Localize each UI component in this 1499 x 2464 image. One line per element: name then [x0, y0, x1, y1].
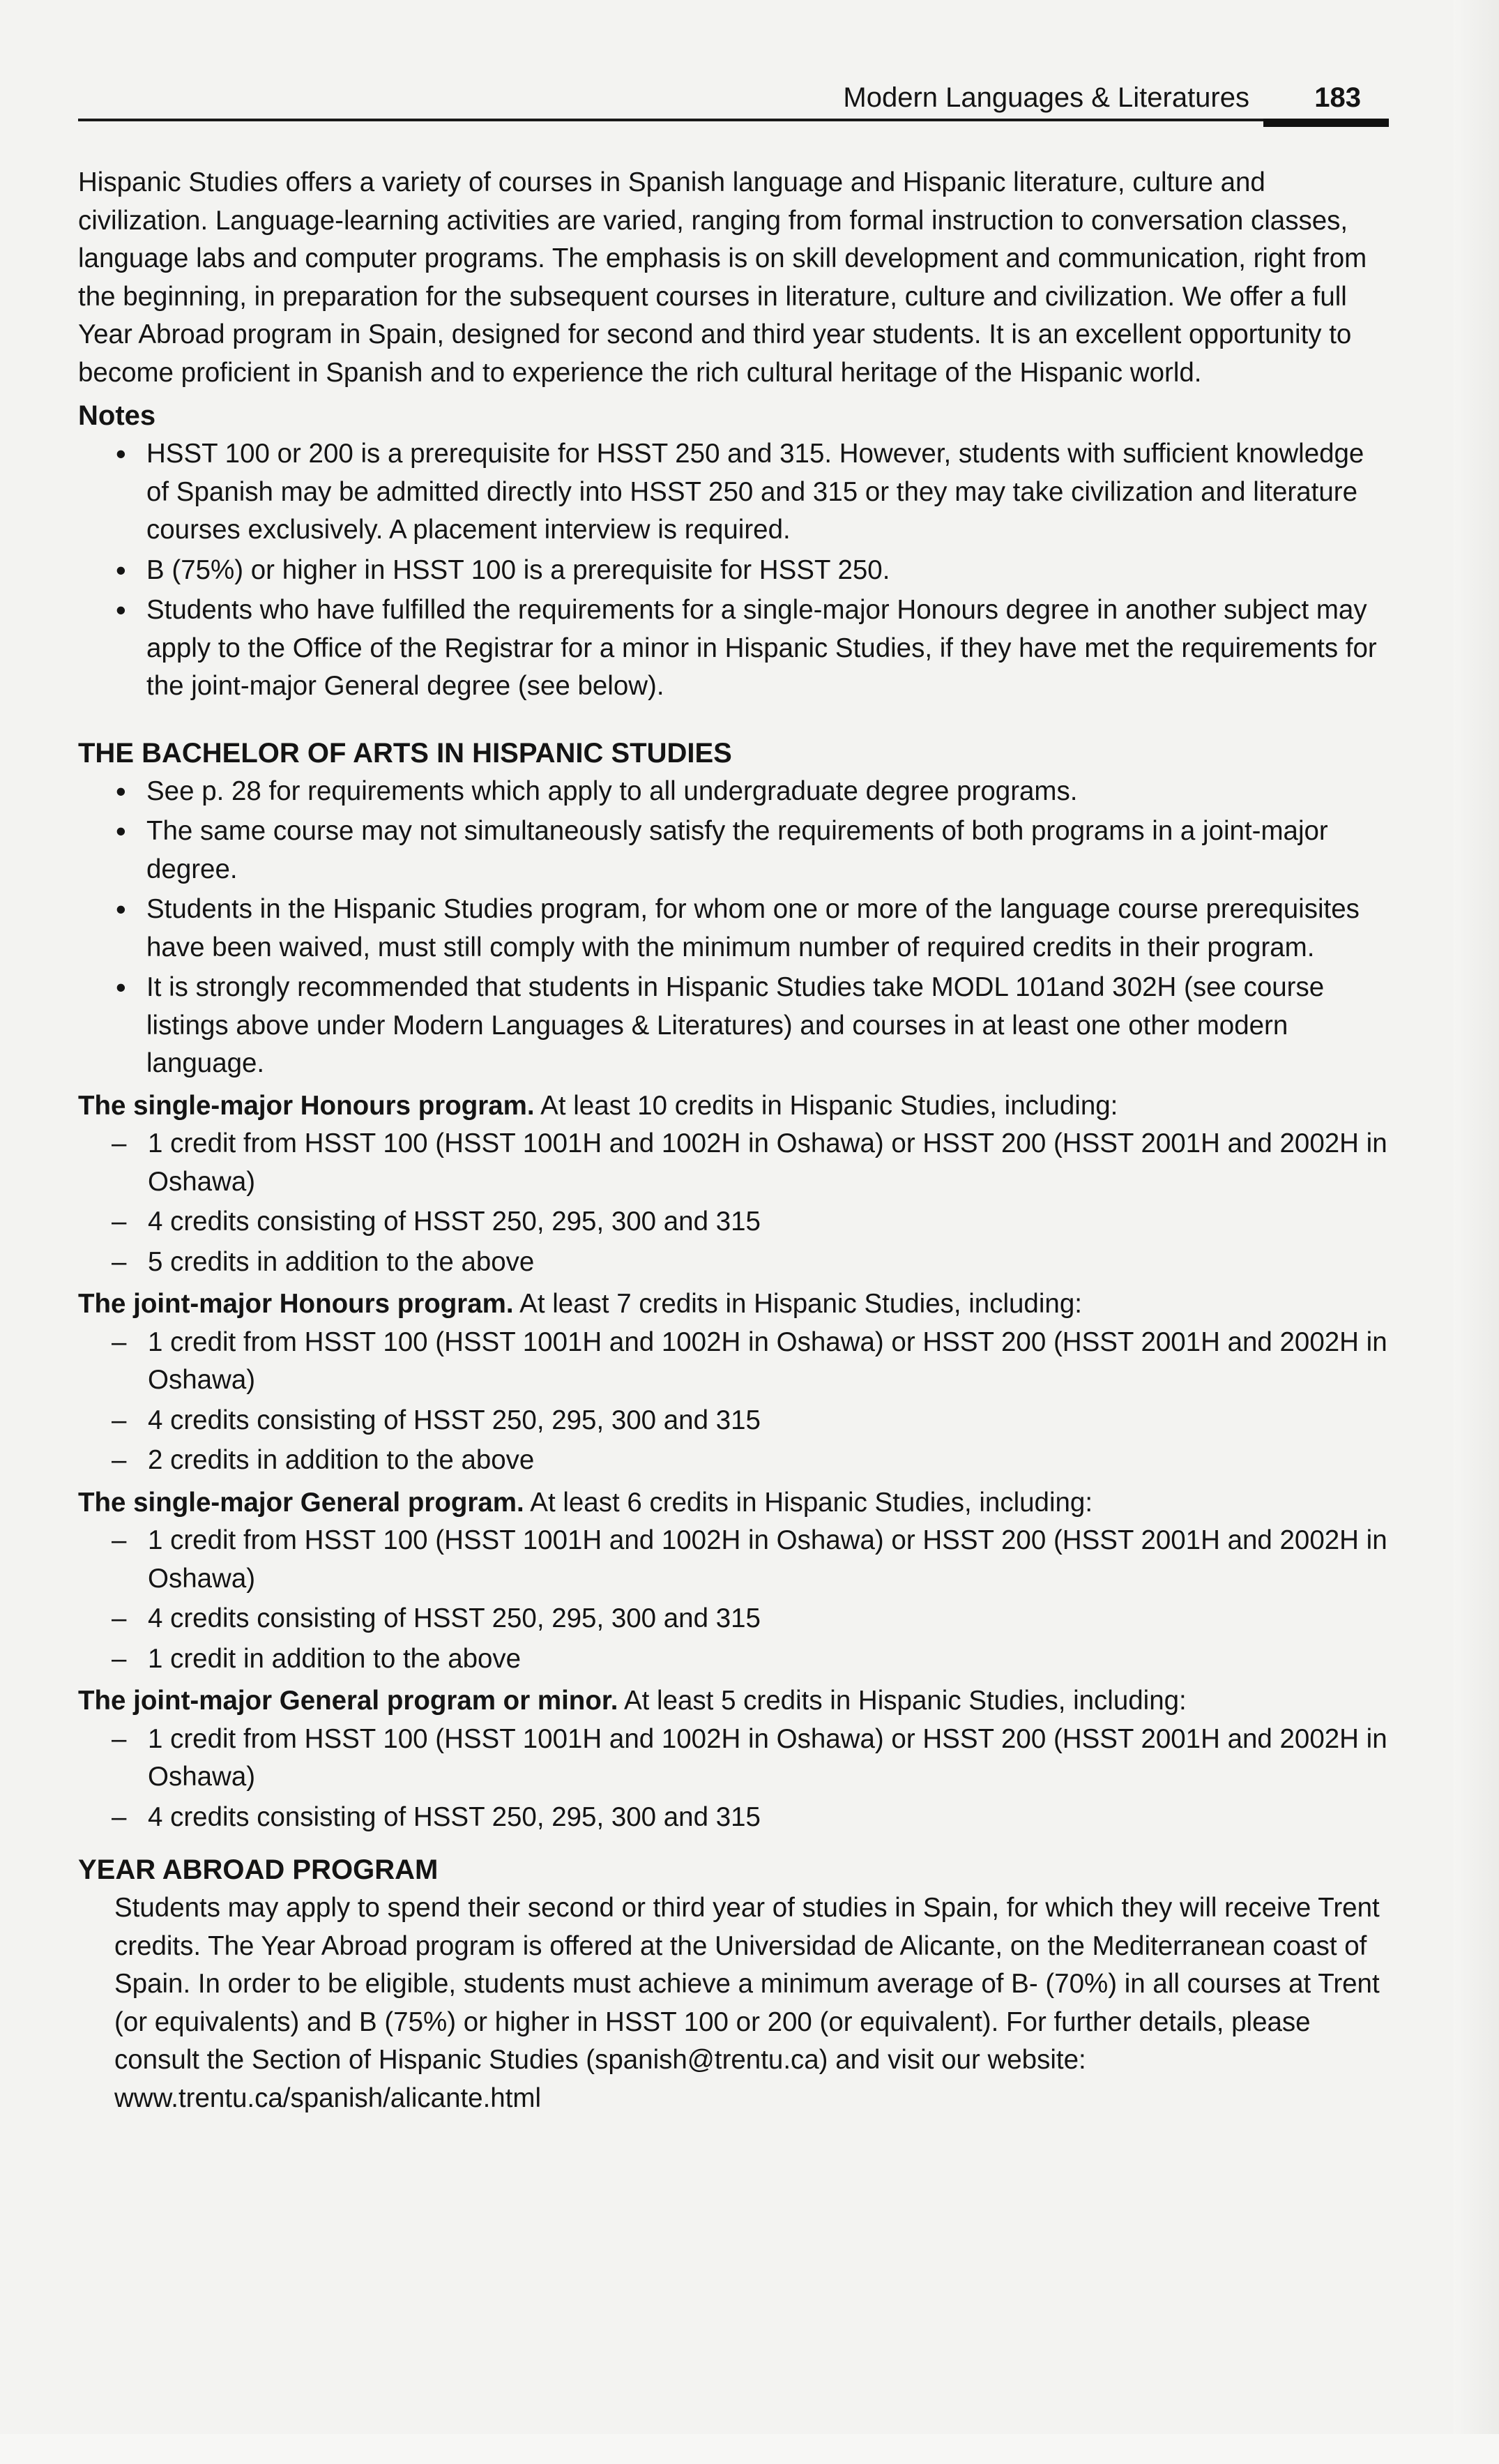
- notes-list: [78, 435, 1389, 706]
- header-rule-accent: [1263, 119, 1389, 127]
- notes-item: • B (75%) or higher in HSST 100 is a prerequisite for HSST 250.: [78, 552, 1389, 590]
- requirement-item: – 1 credit from HSST 100 (HSST 1001H and 1002H in Oshawa) or HSST 200 (HSST 2001H and 2002H in Oshawa): [78, 1125, 1389, 1201]
- notes-item: • Students who have fulfilled the requirements for a single-major Honours degree in another subject may apply to the Office of the Registrar for a minor in Hispanic Studies, if they have met the requirements for the joint-major General degree (see below).: [78, 591, 1389, 706]
- program-intro: [78, 1682, 1389, 1721]
- program-single-major-honours: [78, 1087, 1389, 1282]
- ba-item: • It is strongly recommended that students in Hispanic Studies take MODL 101and 302H (see course listings above under Modern Languages & Literatures) and courses in at least one other modern language.: [78, 969, 1389, 1083]
- notes-item: • HSST 100 or 200 is a prerequisite for HSST 250 and 315. However, students with sufficient knowledge of Spanish may be admitted directly into HSST 250 and 315 or they may take civilization and literature courses exclusively. A placement interview is required.: [78, 435, 1389, 550]
- year-abroad-paragraph: Students may apply to spend their second or third year of studies in Spain, for which they will receive Trent credits. The Year Abroad program is offered at the Universidad de Alicante, on the Mediterranean coast of Spain. In order to be eligible, students must achieve a minimum average of B- (70%) in all courses at Trent (or equivalents) and B (75%) or higher in HSST 100 or 200 (or equivalent). For further details, please consult the Section of Hispanic Studies (spanish@trentu.ca) and visit our website: www.trentu.ca/spanish/alicante.html: [114, 1893, 1380, 2113]
- program-requirements: [78, 1324, 1389, 1480]
- program-lead: At least 7 credits in Hispanic Studies, including:: [513, 1289, 1082, 1319]
- program-joint-major-honours: [78, 1285, 1389, 1480]
- page-number: 183: [1314, 82, 1361, 113]
- requirement-item: – 2 credits in addition to the above: [78, 1442, 1389, 1480]
- ba-heading: THE BACHELOR OF ARTS IN HISPANIC STUDIES: [78, 737, 732, 769]
- year-abroad-heading: YEAR ABROAD PROGRAM: [78, 1854, 439, 1885]
- scan-edge-bottom: [0, 2434, 1499, 2464]
- header-rule: [78, 119, 1389, 121]
- program-title: The single-major Honours program.: [78, 1090, 535, 1121]
- ba-item: • See p. 28 for requirements which apply to all undergraduate degree programs.: [78, 773, 1389, 811]
- requirement-item: – 4 credits consisting of HSST 250, 295, 300 and 315: [78, 1203, 1389, 1241]
- requirement-item: – 4 credits consisting of HSST 250, 295, 300 and 315: [78, 1600, 1389, 1638]
- program-title: The joint-major General program or minor.: [78, 1686, 618, 1716]
- page-body: [78, 164, 1389, 2117]
- page-header: [78, 82, 1389, 126]
- requirement-item: – 1 credit from HSST 100 (HSST 1001H and 1002H in Oshawa) or HSST 200 (HSST 2001H and 2002H in Oshawa): [78, 1324, 1389, 1400]
- intro-paragraph: Hispanic Studies offers a variety of courses in Spanish language and Hispanic literature, culture and civilization. Language-learning activities are varied, ranging from formal instruction to conversation classes, language labs and computer programs. The emphasis is on skill development and communication, right from the beginning, in preparation for the subsequent courses in literature, culture and civilization. We offer a full Year Abroad program in Spain, designed for second and third year students. It is an excellent opportunity to become proficient in Spanish and to experience the rich cultural heritage of the Hispanic world.: [78, 167, 1367, 388]
- scan-edge-right: [1454, 0, 1499, 2464]
- requirement-item: – 4 credits consisting of HSST 250, 295, 300 and 315: [78, 1402, 1389, 1440]
- requirement-item: – 5 credits in addition to the above: [78, 1244, 1389, 1282]
- program-title: The joint-major Honours program.: [78, 1289, 514, 1319]
- requirement-item: – 1 credit in addition to the above: [78, 1640, 1389, 1679]
- program-single-major-general: [78, 1484, 1389, 1679]
- program-requirements: [78, 1522, 1389, 1678]
- ba-item: • Students in the Hispanic Studies program, for whom one or more of the language course prerequisites have been waived, must still comply with the minimum number of required credits in their program.: [78, 891, 1389, 967]
- ba-item: • The same course may not simultaneously satisfy the requirements of both programs in a joint-major degree.: [78, 812, 1389, 889]
- program-lead: At least 6 credits in Hispanic Studies, including:: [524, 1487, 1093, 1518]
- program-intro: [78, 1484, 1389, 1522]
- program-requirements: [78, 1125, 1389, 1281]
- program-intro: [78, 1087, 1389, 1126]
- requirement-item: – 4 credits consisting of HSST 250, 295, 300 and 315: [78, 1799, 1389, 1837]
- program-intro: [78, 1285, 1389, 1324]
- program-requirements: [78, 1721, 1389, 1837]
- program-joint-major-general-or-minor: [78, 1682, 1389, 1836]
- running-title: Modern Languages & Literatures: [843, 82, 1249, 113]
- program-lead: At least 5 credits in Hispanic Studies, including:: [618, 1686, 1187, 1716]
- requirement-item: – 1 credit from HSST 100 (HSST 1001H and 1002H in Oshawa) or HSST 200 (HSST 2001H and 2002H in Oshawa): [78, 1522, 1389, 1598]
- program-lead: At least 10 credits in Hispanic Studies, including:: [534, 1090, 1118, 1121]
- requirement-item: – 1 credit from HSST 100 (HSST 1001H and 1002H in Oshawa) or HSST 200 (HSST 2001H and 2002H in Oshawa): [78, 1721, 1389, 1797]
- program-title: The single-major General program.: [78, 1487, 524, 1518]
- ba-list: [78, 773, 1389, 1083]
- notes-heading: Notes: [78, 400, 156, 431]
